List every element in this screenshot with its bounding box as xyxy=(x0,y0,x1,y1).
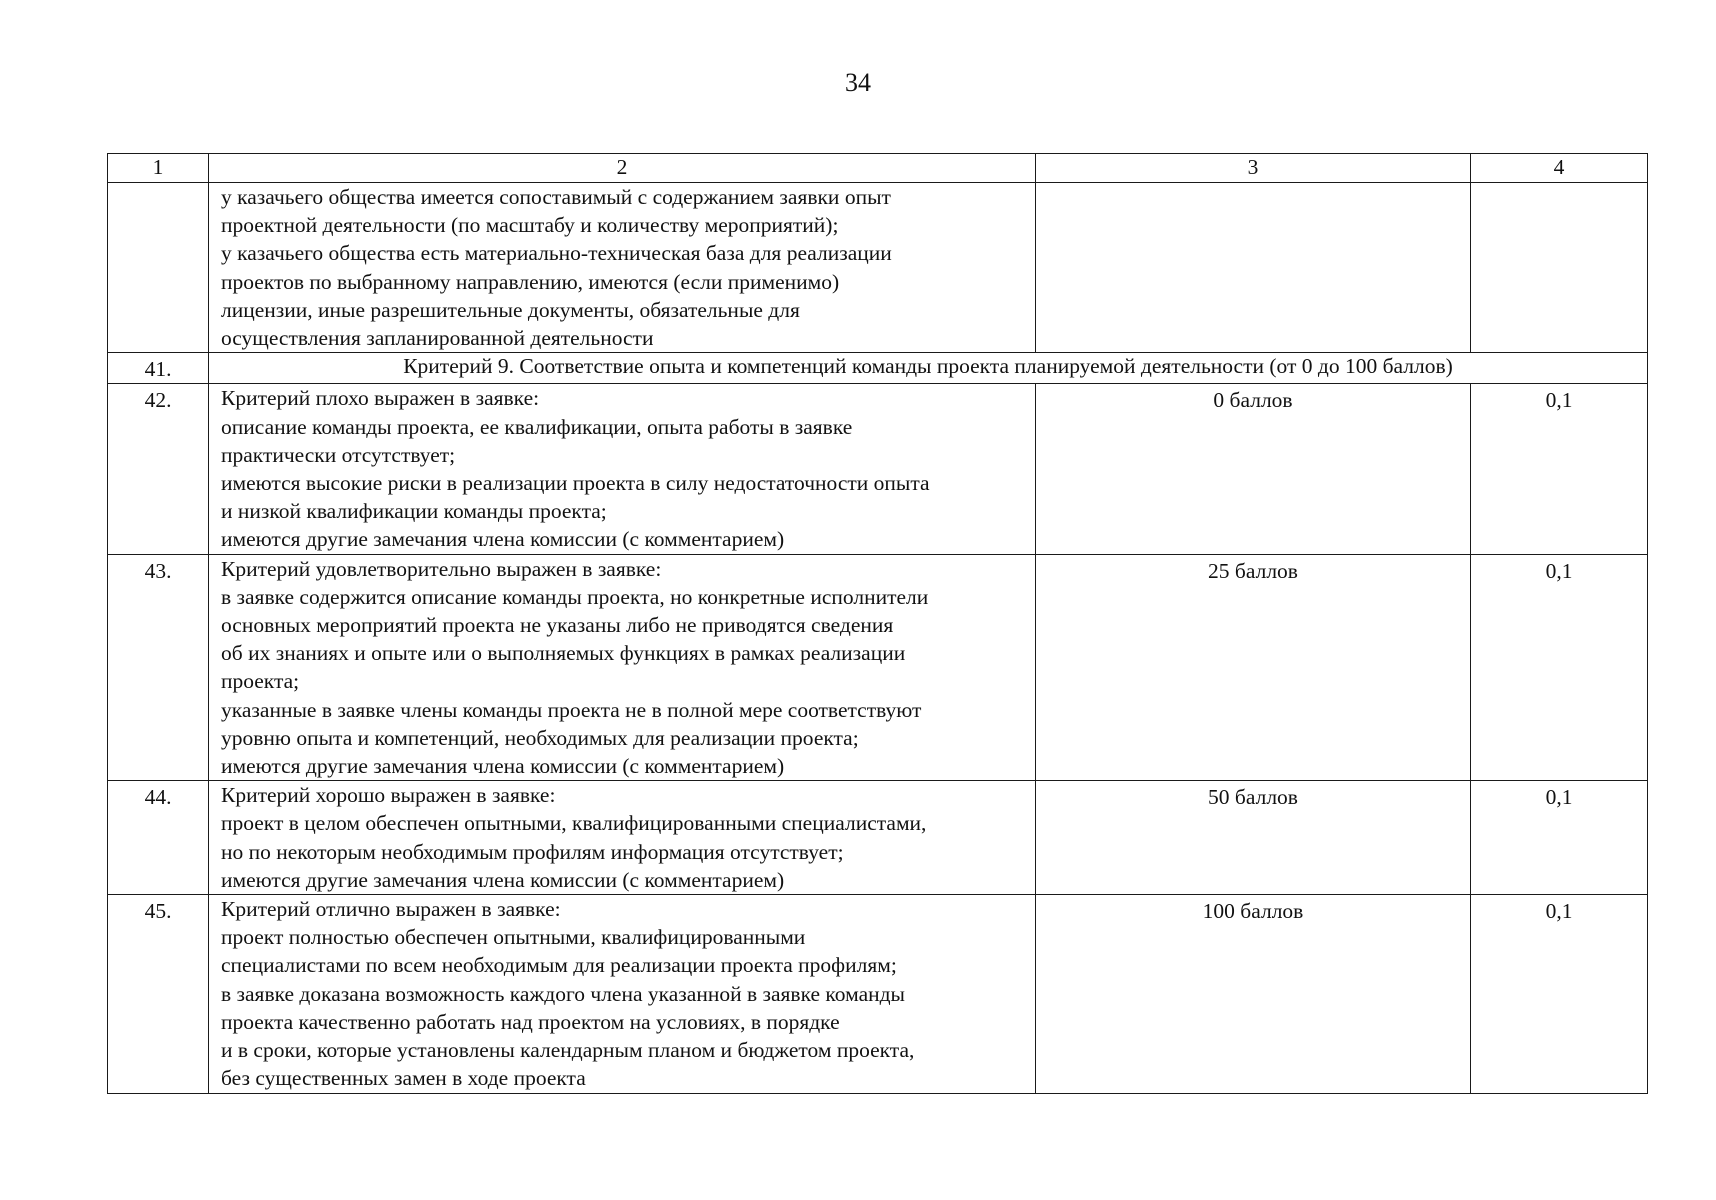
score-cell: 100 баллов xyxy=(1036,895,1471,1093)
table-row xyxy=(108,895,1648,1093)
criterion-text-cell xyxy=(209,384,1036,554)
text-line: проекта качественно работать над проектом на условиях, в порядке xyxy=(221,1009,840,1034)
criterion-text-cell xyxy=(209,895,1036,1093)
text-line: имеются другие замечания члена комиссии (с комментарием) xyxy=(221,527,785,552)
text-line: проект полностью обеспечен опытными, квалифицированными xyxy=(221,925,806,950)
text-line: основных мероприятий проекта не указаны либо не приводятся сведения xyxy=(221,613,894,638)
criterion-text-cell xyxy=(209,554,1036,781)
text-line: имеются другие замечания члена комиссии (с комментарием) xyxy=(221,867,785,892)
weight-cell xyxy=(1471,183,1648,353)
column-header-1: 1 xyxy=(108,154,209,183)
text-line: имеются высокие риски в реализации проекта в силу недостаточности опыта xyxy=(221,471,930,496)
text-line: лицензии, иные разрешительные документы, обязательные для xyxy=(221,297,800,322)
score-cell: 25 баллов xyxy=(1036,554,1471,781)
column-header-2: 2 xyxy=(209,154,1036,183)
row-number-cell xyxy=(108,183,209,353)
table-row xyxy=(108,384,1648,554)
text-line: осуществления запланированной деятельности xyxy=(221,326,654,351)
criterion-text-cell xyxy=(209,781,1036,895)
text-line: но по некоторым необходимым профилям информация отсутствует; xyxy=(221,839,844,864)
text-line: у казачьего общества есть материально-техническая база для реализации xyxy=(221,241,892,266)
table-row xyxy=(108,554,1648,781)
table-header-row xyxy=(108,154,1648,183)
row-number: 45. xyxy=(108,895,209,1093)
weight-cell: 0,1 xyxy=(1471,554,1648,781)
text-line: описание команды проекта, ее квалификации, опыта работы в заявке xyxy=(221,414,853,439)
text-line: проект в целом обеспечен опытными, квалифицированными специалистами, xyxy=(221,811,927,836)
text-line: уровню опыта и компетенций, необходимых для реализации проекта; xyxy=(221,725,859,750)
text-line: указанные в заявке члены команды проекта не в полной мере соответствуют xyxy=(221,697,922,722)
weight-cell: 0,1 xyxy=(1471,895,1648,1093)
continuation-row xyxy=(108,183,1648,353)
text-line: имеются другие замечания члена комиссии (с комментарием) xyxy=(221,754,785,779)
criterion-text-cell xyxy=(209,183,1036,353)
text-line: проектной деятельности (по масштабу и количеству мероприятий); xyxy=(221,213,839,238)
text-line: у казачьего общества имеется сопоставимый с содержанием заявки опыт xyxy=(221,185,891,209)
text-line: в заявке доказана возможность каждого члена указанной в заявке команды xyxy=(221,981,906,1006)
column-header-4: 4 xyxy=(1471,154,1648,183)
section-row xyxy=(108,353,1648,384)
row-number: 44. xyxy=(108,781,209,895)
text-line: Критерий удовлетворительно выражен в заявке: xyxy=(221,556,662,581)
text-line: без существенных замен в ходе проекта xyxy=(221,1066,586,1091)
table-row xyxy=(108,781,1648,895)
column-header-3: 3 xyxy=(1036,154,1471,183)
row-number: 42. xyxy=(108,384,209,554)
text-line: проектов по выбранному направлению, имеются (если применимо) xyxy=(221,269,840,294)
score-cell xyxy=(1036,183,1471,353)
score-cell: 0 баллов xyxy=(1036,384,1471,554)
text-line: практически отсутствует; xyxy=(221,442,456,467)
row-number: 43. xyxy=(108,554,209,781)
weight-cell: 0,1 xyxy=(1471,384,1648,554)
text-line: и низкой квалификации команды проекта; xyxy=(221,499,607,524)
text-line: специалистами по всем необходимым для реализации проекта профилям; xyxy=(221,953,897,978)
text-line: проекта; xyxy=(221,669,300,694)
score-cell: 50 баллов xyxy=(1036,781,1471,895)
page-number: 34 xyxy=(845,68,871,97)
criteria-table xyxy=(107,153,1648,1094)
text-line: Критерий хорошо выражен в заявке: xyxy=(221,783,556,808)
section-title: Критерий 9. Соответствие опыта и компетенций команды проекта планируемой деятельности (от 0 до 100 баллов) xyxy=(209,353,1648,384)
weight-cell: 0,1 xyxy=(1471,781,1648,895)
text-line: Критерий отлично выражен в заявке: xyxy=(221,897,561,922)
row-number: 41. xyxy=(108,353,209,384)
text-line: Критерий плохо выражен в заявке: xyxy=(221,386,540,411)
text-line: и в сроки, которые установлены календарным планом и бюджетом проекта, xyxy=(221,1038,915,1063)
text-line: в заявке содержится описание команды проекта, но конкретные исполнители xyxy=(221,584,929,609)
text-line: об их знаниях и опыте или о выполняемых функциях в рамках реализации xyxy=(221,641,906,666)
